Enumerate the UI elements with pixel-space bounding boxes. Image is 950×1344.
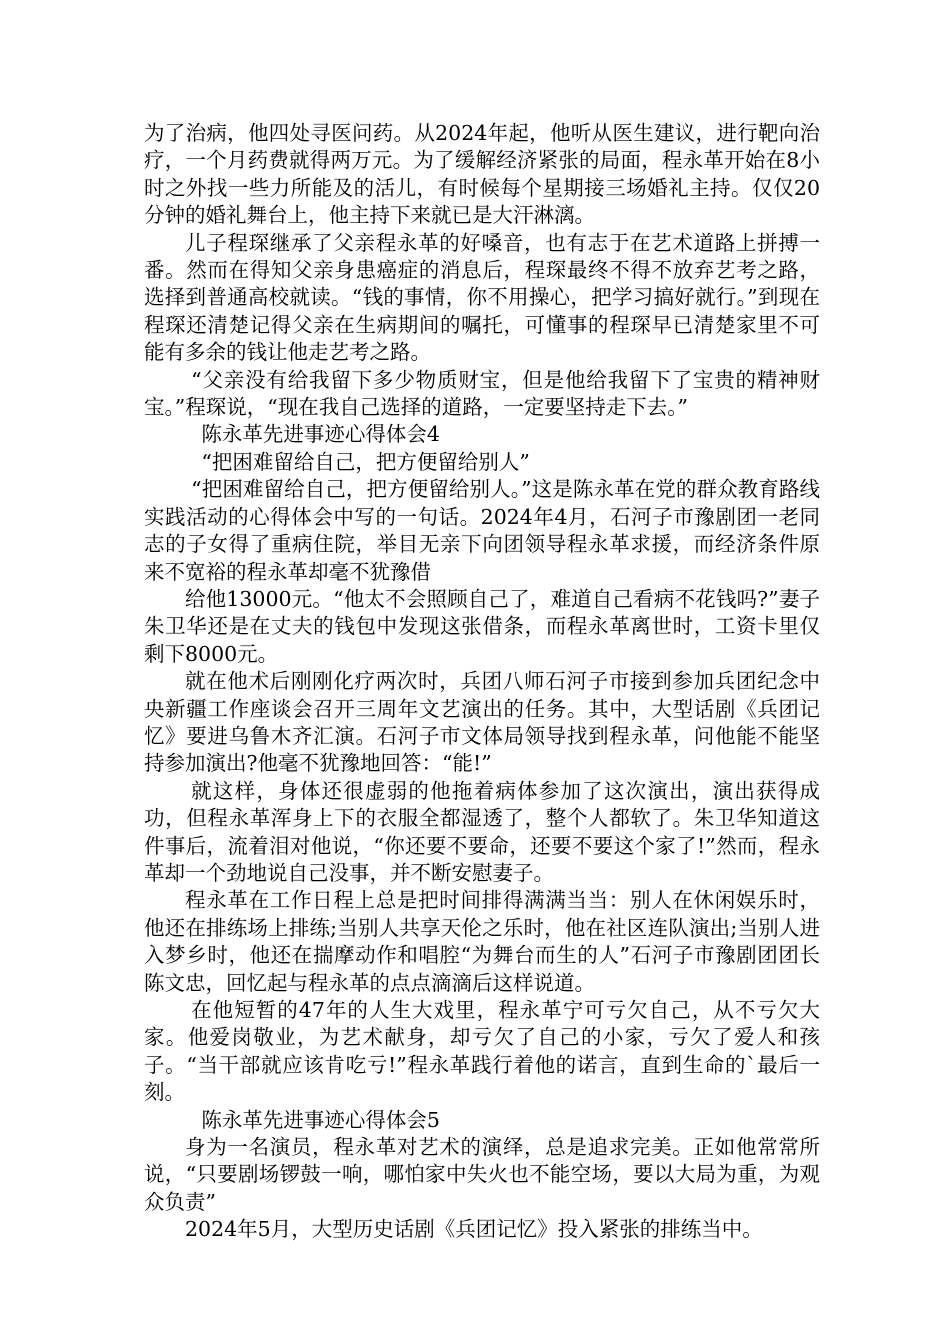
- paragraph-6: 就在他术后刚刚化疗两次时，兵团八师石河子市接到参加兵团纪念中央新疆工作座谈会召开三周年文艺演出的任务。其中，大型话剧《兵团记忆》要进乌鲁木齐汇演。石河子市文体局领导找到程永革，问他能不能坚持参加演出?他毫不犹豫地回答：“能!”: [144, 669, 820, 776]
- paragraph-3: “父亲没有给我留下多少物质财宝，但是他给我留下了宝贵的精神财宝。”程琛说，“现在我自己选择的道路，一定要坚持走下去。”: [144, 367, 820, 420]
- paragraph-9: 在他短暂的47年的人生大戏里，程永革宁可亏欠自己，从不亏欠大家。他爱岗敬业，为艺术献身，却亏欠了自己的小家，亏欠了爱人和孩子。“当干部就应该肯吃亏!”程永革践行着他的诺言，直到生命的`最后一刻。: [144, 998, 820, 1105]
- section-heading-5: 陈永革先进事迹心得体会5: [201, 1107, 440, 1132]
- document-page: [144, 120, 820, 1244]
- section-heading-4: 陈永革先进事迹心得体会4: [201, 422, 440, 447]
- paragraph-11: 2024年5月，大型历史话剧《兵团记忆》投入紧张的排练当中。: [185, 1217, 763, 1242]
- paragraph-4: “把困难留给自己，把方便留给别人。”这是陈永革在党的群众教育路线实践活动的心得体会中写的一句话。2024年4月，石河子市豫剧团一老同志的子女得了重病住院，举目无亲下向团领导程永革求援，而经济条件原来不宽裕的程永革却毫不犹豫借: [144, 477, 820, 584]
- paragraph-5: 给他13000元。“他太不会照顾自己了，难道自己看病不花钱吗?”妻子朱卫华还是在丈夫的钱包中发现这张借条，而程永革离世时，工资卡里仅剩下8000元。: [144, 586, 820, 666]
- paragraph-10: 身为一名演员，程永革对艺术的演绎，总是追求完美。正如他常常所说，“只要剧场锣鼓一响，哪怕家中失火也不能空场，要以大局为重，为观众负责”: [144, 1135, 820, 1214]
- paragraph-2: 儿子程琛继承了父亲程永革的好嗓音，也有志于在艺术道路上拼搏一番。然而在得知父亲身患癌症的消息后，程琛最终不得不放弃艺考之路，选择到普通高校就读。“钱的事情，你不用操心，把学习搞好就行。”到现在程琛还清楚记得父亲在生病期间的嘱托，可懂事的程琛早已清楚家里不可能有多余的钱让他走艺考之路。: [144, 230, 820, 365]
- section-subtitle: “把困难留给自己，把方便留给别人”: [201, 449, 530, 474]
- paragraph-1: 为了治病，他四处寻医问药。从2024年起，他听从医生建议，进行靶向治疗，一个月药费就得两万元。为了缓解经济紧张的局面，程永革开始在8小时之外找一些力所能及的活儿，有时候每个星期接三场婚礼主持。仅仅20分钟的婚礼舞台上，他主持下来就已是大汗淋漓。: [144, 121, 820, 228]
- paragraph-8: 程永革在工作日程上总是把时间排得满满当当：别人在休闲娱乐时，他还在排练场上排练;当别人共享天伦之乐时，他在社区连队演出;当别人进入梦乡时，他还在揣摩动作和唱腔“为舞台而生的人”石河子市豫剧团团长陈文忠，回忆起与程永革的点点滴滴后这样说道。: [144, 888, 820, 995]
- paragraph-7: 就这样，身体还很虚弱的他拖着病体参加了这次演出，演出获得成功，但程永革浑身上下的衣服全都湿透了，整个人都软了。朱卫华知道这件事后，流着泪对他说，“你还要不要命，还要不要这个家了!”然而，程永革却一个劲地说自己没事，并不断安慰妻子。: [144, 778, 820, 885]
